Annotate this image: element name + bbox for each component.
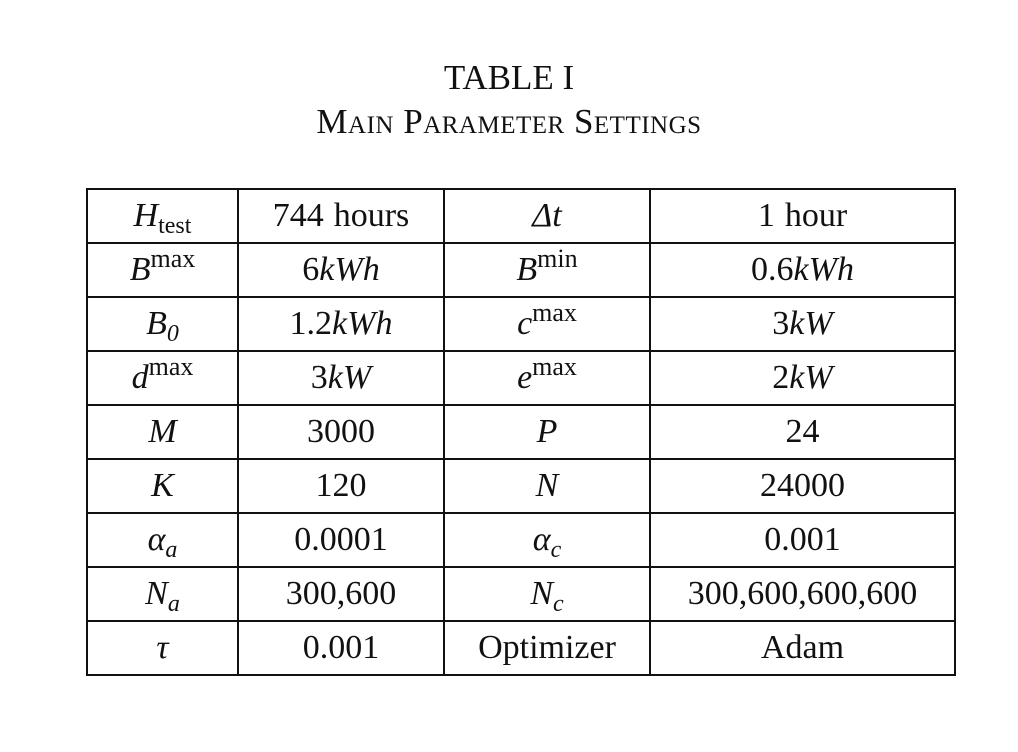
value-cell	[238, 513, 444, 567]
parameter-symbol	[537, 413, 558, 450]
symbol-base: α	[147, 521, 166, 558]
parameter-symbol	[147, 521, 178, 563]
value-cell	[238, 351, 444, 405]
parameter-cell	[87, 459, 238, 513]
symbol-subscript: 0	[166, 321, 179, 347]
value-cell	[650, 405, 955, 459]
parameter-symbol	[145, 575, 180, 617]
symbol-superscript: max	[148, 352, 194, 381]
parameter-cell	[444, 405, 650, 459]
value-number: 3000	[307, 413, 375, 450]
value-cell	[650, 243, 955, 297]
symbol-base: α	[532, 521, 551, 558]
table-row	[87, 513, 955, 567]
value-number: 300,600	[285, 575, 397, 612]
parameter-cell	[87, 243, 238, 297]
value-number: 0.001	[302, 629, 380, 666]
parameter-symbol	[131, 352, 194, 396]
value-cell	[650, 567, 955, 621]
symbol-superscript: max	[532, 298, 577, 327]
value-cell	[650, 621, 955, 675]
parameter-cell	[444, 513, 650, 567]
parameter-cell	[87, 621, 238, 675]
value-number: 744	[272, 197, 324, 234]
symbol-base: N	[535, 467, 559, 504]
parameter-cell	[444, 351, 650, 405]
symbol-superscript: max	[532, 352, 577, 381]
parameter-symbol	[133, 197, 192, 239]
symbol-superscript: max	[150, 244, 196, 273]
symbol-superscript: min	[537, 244, 578, 273]
parameter-cell	[87, 405, 238, 459]
value-cell	[650, 513, 955, 567]
value-number: 3	[772, 305, 790, 342]
parameter-cell	[87, 351, 238, 405]
parameter-symbol	[530, 575, 564, 617]
value-unit: kW	[789, 305, 833, 342]
value-cell	[238, 405, 444, 459]
value-cell	[650, 459, 955, 513]
symbol-base: Optimizer	[478, 629, 616, 666]
parameter-cell	[444, 567, 650, 621]
symbol-base: c	[517, 305, 533, 342]
symbol-base: Δt	[532, 197, 562, 234]
table-title: Main Parameter Settings	[316, 102, 702, 141]
parameter-symbol	[517, 352, 577, 396]
value-number: Adam	[760, 629, 845, 666]
parameter-cell	[444, 459, 650, 513]
parameter-table	[86, 188, 956, 676]
parameter-symbol	[517, 298, 577, 342]
parameter-symbol	[151, 467, 174, 504]
value-number: 1	[757, 197, 775, 234]
value-cell	[650, 189, 955, 243]
parameter-symbol	[478, 629, 616, 666]
value-cell	[650, 297, 955, 351]
table-row	[87, 621, 955, 675]
symbol-base: B	[516, 251, 538, 288]
value-cell	[238, 621, 444, 675]
parameter-symbol	[148, 413, 176, 450]
value-cell	[238, 567, 444, 621]
table-row	[87, 243, 955, 297]
parameter-symbol	[516, 244, 578, 288]
parameter-table-body	[87, 189, 955, 675]
symbol-base: N	[530, 575, 554, 612]
parameter-cell	[444, 621, 650, 675]
value-number: 24	[785, 413, 820, 450]
value-unit: kWh	[319, 251, 380, 288]
parameter-symbol	[536, 467, 559, 504]
table-number: TABLE I	[443, 58, 575, 97]
symbol-base: d	[131, 359, 149, 396]
symbol-base: K	[151, 467, 174, 504]
value-cell	[238, 243, 444, 297]
parameter-symbol	[129, 244, 196, 288]
table-row	[87, 189, 955, 243]
parameter-symbol	[532, 521, 562, 563]
table-row	[87, 459, 955, 513]
parameter-symbol	[146, 305, 179, 347]
value-number: 0.001	[764, 521, 841, 558]
value-unit: hours	[333, 197, 410, 234]
symbol-subscript: a	[167, 591, 180, 617]
parameter-cell	[87, 513, 238, 567]
value-number: 1.2	[289, 305, 333, 342]
parameter-cell	[87, 189, 238, 243]
symbol-base: τ	[156, 629, 169, 666]
value-cell	[238, 297, 444, 351]
value-cell	[238, 189, 444, 243]
value-number: 0.0001	[294, 521, 388, 558]
symbol-base: M	[148, 413, 177, 450]
symbol-base: P	[536, 413, 558, 450]
value-number: 6	[302, 251, 320, 288]
parameter-cell	[87, 567, 238, 621]
symbol-subscript: c	[553, 591, 564, 617]
parameter-cell	[444, 189, 650, 243]
symbol-subscript: c	[550, 537, 562, 563]
symbol-base: N	[145, 575, 168, 612]
symbol-base: H	[133, 197, 159, 234]
value-unit: kWh	[332, 305, 393, 342]
value-unit: kW	[327, 359, 372, 396]
symbol-base: e	[517, 359, 533, 396]
symbol-subscript: test	[158, 213, 192, 239]
table-row	[87, 567, 955, 621]
value-number: 3	[310, 359, 328, 396]
parameter-cell	[444, 243, 650, 297]
parameter-cell	[444, 297, 650, 351]
table-row	[87, 405, 955, 459]
value-cell	[238, 459, 444, 513]
value-number: 24000	[760, 467, 845, 504]
value-number: 120	[315, 467, 367, 504]
value-number: 2	[772, 359, 790, 396]
symbol-base: B	[146, 305, 167, 342]
value-unit: kWh	[793, 251, 854, 288]
table-row	[87, 297, 955, 351]
parameter-symbol	[156, 629, 168, 666]
symbol-subscript: a	[165, 537, 178, 563]
parameter-symbol	[532, 197, 561, 234]
parameter-cell	[87, 297, 238, 351]
value-unit: kW	[789, 359, 833, 396]
symbol-base: B	[129, 251, 151, 288]
value-cell	[650, 351, 955, 405]
value-number: 300,600,600,600	[687, 575, 918, 612]
value-number: 0.6	[751, 251, 794, 288]
value-unit: hour	[784, 197, 848, 234]
table-row	[87, 351, 955, 405]
